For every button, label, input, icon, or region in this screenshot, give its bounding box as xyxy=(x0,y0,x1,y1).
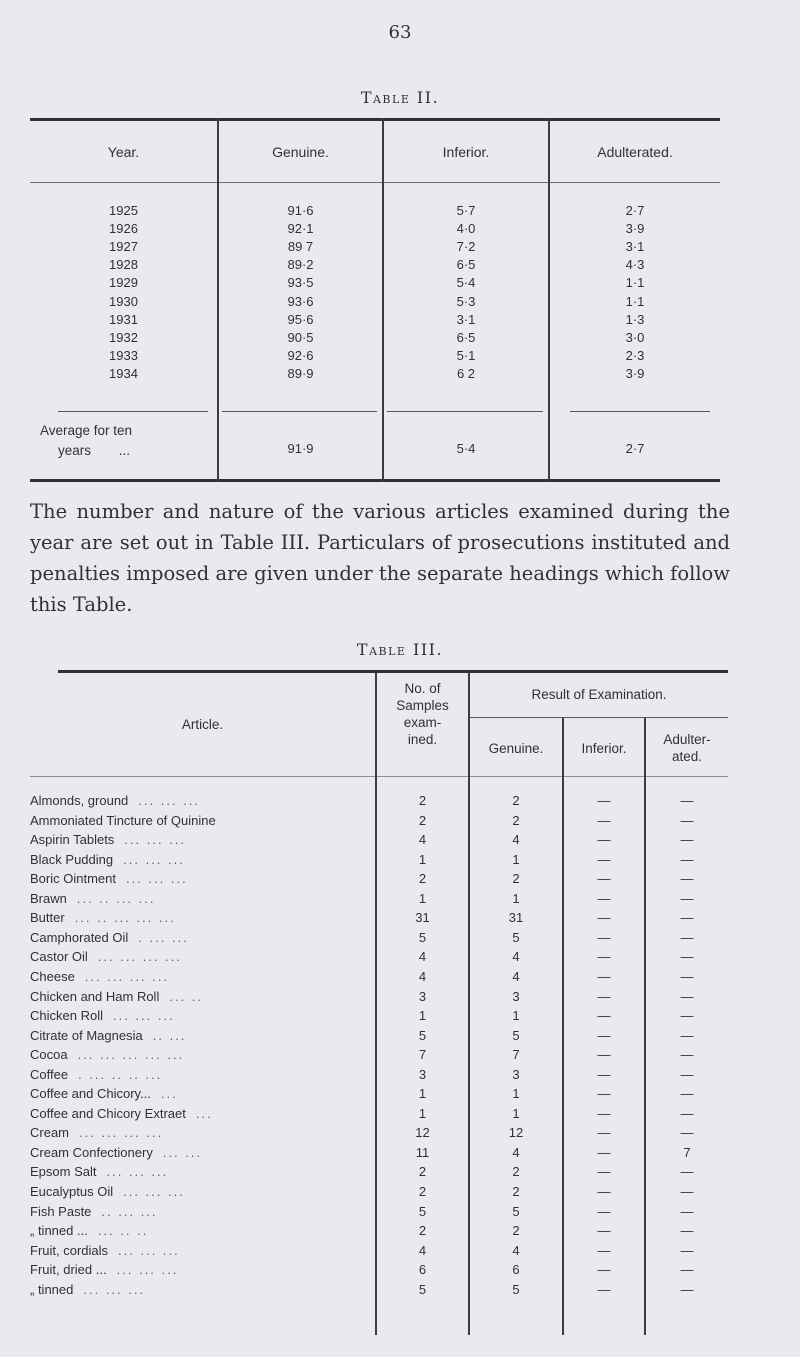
header-adulterated xyxy=(646,731,728,765)
cell-article xyxy=(30,969,370,984)
cell-article xyxy=(30,1106,370,1121)
cell-inferior: 5·7 xyxy=(456,203,476,218)
cell-inferior: — xyxy=(597,1047,611,1063)
cell-article xyxy=(30,852,370,867)
cell-samples: 4 xyxy=(418,968,427,984)
table-3 xyxy=(30,670,728,1335)
cell-samples: 3 xyxy=(418,988,427,1004)
cell-inferior: — xyxy=(597,968,611,984)
header-result: Result of Examination. xyxy=(531,687,667,702)
article-leader: .. ... xyxy=(152,1027,187,1043)
cell-inferior: — xyxy=(597,1242,611,1258)
cell-samples: 1 xyxy=(418,1008,427,1024)
cell-adulterated: — xyxy=(680,812,694,828)
cell-inferior: — xyxy=(597,1027,611,1043)
cell-adulterated: 7 xyxy=(683,1144,691,1160)
table-3-row xyxy=(30,1028,728,1045)
article-leader: ... ... ... ... xyxy=(97,949,182,965)
cell-samples: 7 xyxy=(418,1047,427,1063)
article-name: Epsom Salt xyxy=(30,1164,97,1180)
cell-year: 1933 xyxy=(109,347,138,363)
average-label-line2-wrap xyxy=(40,441,210,461)
cell-inferior: — xyxy=(597,988,611,1004)
cell-adulterated: — xyxy=(680,1125,694,1141)
cell-samples: 5 xyxy=(418,1281,427,1297)
table-3-header-rule xyxy=(30,776,728,777)
cell-adulterated: — xyxy=(680,1047,694,1063)
cell-inferior: — xyxy=(597,1184,611,1199)
table-3-row xyxy=(30,1067,728,1084)
cell-samples: 1 xyxy=(418,851,427,867)
cell-genuine: 1 xyxy=(512,890,520,906)
cell-adulterated: 3·1 xyxy=(625,239,645,255)
cell-article xyxy=(30,1028,370,1043)
cell-adulterated: — xyxy=(680,1008,694,1024)
article-name: „ tinned xyxy=(30,1281,74,1297)
cell-genuine: 90·5 xyxy=(287,329,314,345)
cell-inferior: — xyxy=(597,1066,611,1082)
cell-samples: 4 xyxy=(418,1242,427,1258)
table-2-bottom-rule xyxy=(30,479,720,482)
cell-inferior: 5·3 xyxy=(456,293,476,309)
cell-article xyxy=(30,1204,370,1219)
cell-adulterated: — xyxy=(680,871,694,887)
cell-inferior: — xyxy=(597,1125,611,1141)
cell-article xyxy=(30,793,370,808)
cell-article xyxy=(30,989,370,1004)
cell-article xyxy=(30,1125,370,1140)
cell-inferior: — xyxy=(597,851,611,867)
table-3-row xyxy=(30,793,728,810)
cell-adulterated: — xyxy=(680,949,694,965)
cell-inferior: — xyxy=(597,1203,611,1219)
cell-genuine: 2 xyxy=(512,793,520,808)
cell-samples: 4 xyxy=(418,949,427,965)
cell-samples: 2 xyxy=(418,1164,427,1180)
cell-adulterated: — xyxy=(680,890,694,906)
cell-adulterated: 1·3 xyxy=(625,311,645,327)
article-leader: . ... .. .. ... xyxy=(78,1066,163,1082)
article-name: Fruit, dried ... xyxy=(30,1262,107,1278)
cell-inferior: — xyxy=(597,793,611,808)
article-leader: ... .. ... ... ... xyxy=(74,910,176,926)
article-name: Coffee and Chicory... xyxy=(30,1086,151,1102)
article-leader: ... .. xyxy=(169,988,204,1004)
cell-samples: 31 xyxy=(415,910,430,926)
cell-genuine: 93·6 xyxy=(287,293,314,309)
cell-genuine: 2 xyxy=(512,812,520,828)
article-leader: ... ... ... xyxy=(138,793,201,808)
average-label-line1: Average for ten xyxy=(40,423,133,438)
cell-adulterated: — xyxy=(680,1281,694,1297)
cell-genuine: 4 xyxy=(512,949,520,965)
cell-year: 1928 xyxy=(109,257,138,273)
cell-article xyxy=(30,1086,370,1101)
article-name: „ tinned ... xyxy=(30,1223,88,1239)
table-2-top-rule xyxy=(30,118,720,121)
article-leader: ... ... ... ... ... xyxy=(77,1047,185,1063)
article-leader: . ... ... xyxy=(138,929,189,945)
cell-genuine: 2 xyxy=(512,1223,520,1239)
cell-samples: 5 xyxy=(418,1027,427,1043)
table-3-row xyxy=(30,1282,728,1299)
cell-inferior: — xyxy=(597,812,611,828)
header-samples-l4: ined. xyxy=(407,732,438,747)
cell-adulterated: 3·9 xyxy=(625,365,645,381)
cell-samples: 1 xyxy=(418,1086,427,1102)
article-leader: ... ... ... xyxy=(125,871,188,887)
header-year: Year. xyxy=(107,144,140,160)
table-2-row xyxy=(30,330,720,348)
cell-adulterated: — xyxy=(680,988,694,1004)
cell-inferior: — xyxy=(597,1105,611,1121)
cell-genuine: 4 xyxy=(512,1242,520,1258)
header-adulterated-l1: Adulter- xyxy=(663,732,711,747)
page-number: 63 xyxy=(388,22,412,43)
cell-adulterated: — xyxy=(680,1262,694,1278)
cell-article xyxy=(30,910,370,925)
cell-inferior: 6 2 xyxy=(456,365,476,381)
cell-article xyxy=(30,813,370,828)
cell-article xyxy=(30,1243,370,1258)
cell-adulterated: — xyxy=(680,1164,694,1180)
cell-article xyxy=(30,1008,370,1023)
table-3-top-rule xyxy=(58,670,728,673)
article-leader: .. ... ... xyxy=(101,1203,158,1219)
cell-adulterated: — xyxy=(680,1105,694,1121)
header-inferior: Inferior. xyxy=(442,144,490,160)
cell-article xyxy=(30,1282,370,1297)
article-name: Chicken and Ham Roll xyxy=(30,988,160,1004)
cell-article xyxy=(30,1047,370,1062)
article-leader: ... ... ... xyxy=(112,1008,175,1024)
table-3-row xyxy=(30,949,728,966)
article-name: Boric Ointment xyxy=(30,871,116,887)
cell-year: 1934 xyxy=(109,365,138,381)
table-3-row xyxy=(30,910,728,927)
cell-genuine: 5 xyxy=(512,929,520,945)
article-leader: ... ... ... xyxy=(116,1262,179,1278)
table-2-sum-rule xyxy=(58,411,208,412)
cell-adulterated: — xyxy=(680,1086,694,1102)
cell-adulterated: — xyxy=(680,1027,694,1043)
article-name: Castor Oil xyxy=(30,949,88,965)
cell-genuine: 3 xyxy=(512,988,520,1004)
cell-samples: 2 xyxy=(418,812,427,828)
header-samples xyxy=(377,680,468,748)
cell-article xyxy=(30,930,370,945)
cell-genuine: 89·2 xyxy=(287,257,314,273)
table-3-result-rule xyxy=(470,717,728,718)
article-name: Citrate of Magnesia xyxy=(30,1027,143,1043)
header-article: Article. xyxy=(181,717,224,732)
table-2-row xyxy=(30,257,720,275)
cell-adulterated: — xyxy=(680,910,694,926)
cell-article xyxy=(30,832,370,847)
cell-samples: 2 xyxy=(418,793,427,808)
article-leader: ... ... ... xyxy=(106,1164,169,1180)
cell-year: 1927 xyxy=(109,239,138,255)
table-2-row xyxy=(30,294,720,312)
cell-samples: 2 xyxy=(418,1184,427,1199)
average-genuine: 91·9 xyxy=(287,441,314,456)
table-3-caption: Table III. xyxy=(356,640,444,659)
cell-samples: 5 xyxy=(418,1203,427,1219)
cell-adulterated: 3·0 xyxy=(625,329,645,345)
cell-inferior: — xyxy=(597,1281,611,1297)
cell-adulterated: — xyxy=(680,1066,694,1082)
cell-inferior: — xyxy=(597,890,611,906)
cell-inferior: — xyxy=(597,1223,611,1239)
header-genuine: Genuine. xyxy=(272,144,329,160)
cell-inferior: — xyxy=(597,1262,611,1278)
cell-article xyxy=(30,891,370,906)
cell-year: 1930 xyxy=(109,293,138,309)
cell-genuine: 2 xyxy=(512,1164,520,1180)
cell-inferior: — xyxy=(597,1086,611,1102)
table-2-row xyxy=(30,203,720,221)
table-3-row xyxy=(30,1184,728,1201)
cell-year: 1929 xyxy=(109,275,138,291)
article-name: Brawn xyxy=(30,890,67,906)
cell-genuine: 31 xyxy=(508,910,524,926)
table-3-row xyxy=(30,813,728,830)
article-leader: ... ... ... xyxy=(123,851,185,867)
table-3-row xyxy=(30,1047,728,1064)
cell-adulterated: — xyxy=(680,1242,694,1258)
cell-samples: 2 xyxy=(418,1223,427,1239)
article-leader: ... ... ... ... xyxy=(84,968,169,984)
average-adulterated: 2·7 xyxy=(625,441,645,456)
article-leader: ... ... ... xyxy=(83,1281,146,1297)
cell-year: 1932 xyxy=(109,329,138,345)
cell-article xyxy=(30,1145,370,1160)
cell-inferior: — xyxy=(597,949,611,965)
article-name: Chicken Roll xyxy=(30,1008,103,1024)
cell-genuine: 2 xyxy=(512,1184,520,1199)
cell-adulterated: — xyxy=(680,832,694,848)
average-leader: ... xyxy=(118,443,131,458)
body-paragraph: The number and nature of the various articles examined during the year are set out in Table III. Particulars of prosecutions instituted and penalties imposed are given under the separate headings which follow this Table. xyxy=(30,500,730,616)
cell-adulterated: — xyxy=(680,1203,694,1219)
table-3-row xyxy=(30,832,728,849)
cell-inferior: — xyxy=(597,910,611,926)
article-leader: ... ... ... xyxy=(118,1242,180,1258)
cell-genuine: 4 xyxy=(512,832,520,848)
header-adulterated: Adulterated. xyxy=(597,144,673,160)
cell-genuine: 2 xyxy=(512,871,520,887)
cell-inferior: 3·1 xyxy=(456,311,476,327)
article-leader: ... .. .. xyxy=(97,1223,149,1239)
table-3-row xyxy=(30,969,728,986)
article-name: Coffee xyxy=(30,1066,69,1082)
table-3-row xyxy=(30,1204,728,1221)
article-name: Fruit, cordials xyxy=(30,1242,109,1258)
cell-genuine: 92·6 xyxy=(287,347,314,363)
article-leader: ... ... ... xyxy=(124,832,187,848)
article-name: Cocoa xyxy=(30,1047,68,1063)
header-inferior: Inferior. xyxy=(581,741,627,756)
cell-samples: 4 xyxy=(418,832,427,848)
cell-inferior: 4·0 xyxy=(456,221,476,237)
cell-inferior: — xyxy=(597,929,611,945)
cell-year: 1926 xyxy=(109,221,138,237)
cell-article xyxy=(30,1067,370,1082)
table-2-row xyxy=(30,221,720,239)
article-leader: ... ... ... xyxy=(123,1184,185,1199)
cell-article xyxy=(30,949,370,964)
cell-article xyxy=(30,1262,370,1277)
cell-genuine: 1 xyxy=(512,1105,520,1121)
cell-genuine: 4 xyxy=(512,1144,520,1160)
cell-article xyxy=(30,1223,370,1238)
cell-genuine: 89 7 xyxy=(287,239,314,255)
cell-adulterated: — xyxy=(680,851,694,867)
cell-genuine: 5 xyxy=(512,1281,520,1297)
table-3-row xyxy=(30,1164,728,1181)
cell-samples: 5 xyxy=(418,929,427,945)
table-3-row xyxy=(30,930,728,947)
cell-genuine: 92·1 xyxy=(287,221,314,237)
cell-adulterated: — xyxy=(680,968,694,984)
cell-adulterated: 4·3 xyxy=(625,257,645,273)
table-3-row xyxy=(30,852,728,869)
article-name: Coffee and Chicory Extraet xyxy=(30,1105,186,1121)
article-leader: ... xyxy=(195,1105,213,1121)
cell-inferior: 5·1 xyxy=(456,347,476,363)
cell-genuine: 12 xyxy=(508,1125,524,1141)
table-3-row xyxy=(30,871,728,888)
cell-genuine: 6 xyxy=(512,1262,520,1278)
cell-genuine: 7 xyxy=(512,1047,520,1063)
cell-genuine: 4 xyxy=(512,968,520,984)
table-2-sum-rule xyxy=(387,411,543,412)
cell-samples: 2 xyxy=(418,871,427,887)
cell-genuine: 95·6 xyxy=(287,311,314,327)
cell-inferior: 7·2 xyxy=(456,239,476,255)
cell-adulterated: — xyxy=(680,1223,694,1239)
cell-samples: 6 xyxy=(418,1262,427,1278)
average-inferior: 5·4 xyxy=(456,441,476,456)
cell-samples: 11 xyxy=(415,1144,430,1160)
cell-inferior: — xyxy=(597,1164,611,1180)
table-2 xyxy=(30,118,720,482)
cell-adulterated: — xyxy=(680,1184,694,1199)
cell-article xyxy=(30,871,370,886)
cell-genuine: 5 xyxy=(512,1027,520,1043)
table-3-row xyxy=(30,891,728,908)
cell-article xyxy=(30,1184,370,1199)
table-3-row xyxy=(30,1145,728,1162)
article-name: Black Pudding xyxy=(30,851,114,867)
cell-genuine: 1 xyxy=(512,1086,520,1102)
cell-inferior: — xyxy=(597,1008,611,1024)
article-name: Cream xyxy=(30,1125,70,1141)
header-genuine: Genuine. xyxy=(488,741,544,756)
article-leader: ... ... xyxy=(162,1144,203,1160)
table-2-caption: Table II. xyxy=(360,88,440,107)
average-label-line2: years xyxy=(58,443,92,458)
table-3-row xyxy=(30,1243,728,1260)
table-3-row xyxy=(30,1008,728,1025)
cell-genuine: 91·6 xyxy=(287,203,314,218)
cell-genuine: 3 xyxy=(512,1066,520,1082)
table-2-sum-rule xyxy=(570,411,710,412)
cell-inferior: 6·5 xyxy=(456,257,476,273)
cell-adulterated: 3·9 xyxy=(625,221,645,237)
header-adulterated-l2: ated. xyxy=(671,749,703,764)
cell-inferior: — xyxy=(597,871,611,887)
table-2-row xyxy=(30,366,720,384)
cell-year: 1931 xyxy=(109,311,138,327)
table-2-row xyxy=(30,239,720,257)
cell-samples: 1 xyxy=(418,1105,427,1121)
article-name: Fish Paste xyxy=(30,1203,92,1219)
cell-inferior: 5·4 xyxy=(456,275,476,291)
cell-adulterated: 2·3 xyxy=(625,347,645,363)
cell-adulterated: 1·1 xyxy=(625,275,645,291)
header-samples-l2: Samples xyxy=(396,698,449,713)
article-name: Butter xyxy=(30,910,65,926)
cell-article xyxy=(30,1164,370,1179)
average-label xyxy=(40,421,210,461)
table-3-row xyxy=(30,1125,728,1142)
article-name: Eucalyptus Oil xyxy=(30,1184,114,1199)
cell-genuine: 93·5 xyxy=(287,275,314,291)
table-2-row xyxy=(30,275,720,293)
article-name: Cheese xyxy=(30,968,75,984)
cell-genuine: 89·9 xyxy=(287,365,314,381)
cell-adulterated: 1·1 xyxy=(625,293,645,309)
article-name: Ammoniated Tincture of Quinine xyxy=(30,812,216,828)
table-3-row xyxy=(30,989,728,1006)
table-2-row xyxy=(30,312,720,330)
article-name: Aspirin Tablets xyxy=(30,832,115,848)
table-2-header-rule xyxy=(30,182,720,183)
cell-samples: 1 xyxy=(418,890,427,906)
cell-adulterated: 2·7 xyxy=(625,203,645,218)
cell-samples: 3 xyxy=(418,1066,427,1082)
article-leader: ... .. ... ... xyxy=(76,890,156,906)
cell-inferior: — xyxy=(597,832,611,848)
table-3-row xyxy=(30,1223,728,1240)
header-samples-l1: No. of xyxy=(404,681,441,696)
cell-inferior: 6·5 xyxy=(456,329,476,345)
cell-inferior: — xyxy=(597,1144,611,1160)
cell-adulterated: — xyxy=(680,793,694,808)
article-leader: ... ... ... ... xyxy=(79,1125,164,1141)
table-3-row xyxy=(30,1262,728,1279)
cell-genuine: 1 xyxy=(512,851,520,867)
cell-adulterated: — xyxy=(680,929,694,945)
cell-samples: 12 xyxy=(415,1125,430,1141)
cell-year: 1925 xyxy=(109,203,138,218)
table-2-sum-rule xyxy=(222,411,377,412)
cell-genuine: 5 xyxy=(512,1203,520,1219)
table-3-row xyxy=(30,1106,728,1123)
cell-genuine: 1 xyxy=(512,1008,520,1024)
table-2-row xyxy=(30,348,720,366)
article-name: Cream Confectionery xyxy=(30,1144,153,1160)
article-leader: ... xyxy=(160,1086,178,1102)
table-3-row xyxy=(30,1086,728,1103)
article-name: Almonds, ground xyxy=(30,793,129,808)
header-samples-l3: exam- xyxy=(403,715,442,730)
article-name: Camphorated Oil xyxy=(30,929,129,945)
